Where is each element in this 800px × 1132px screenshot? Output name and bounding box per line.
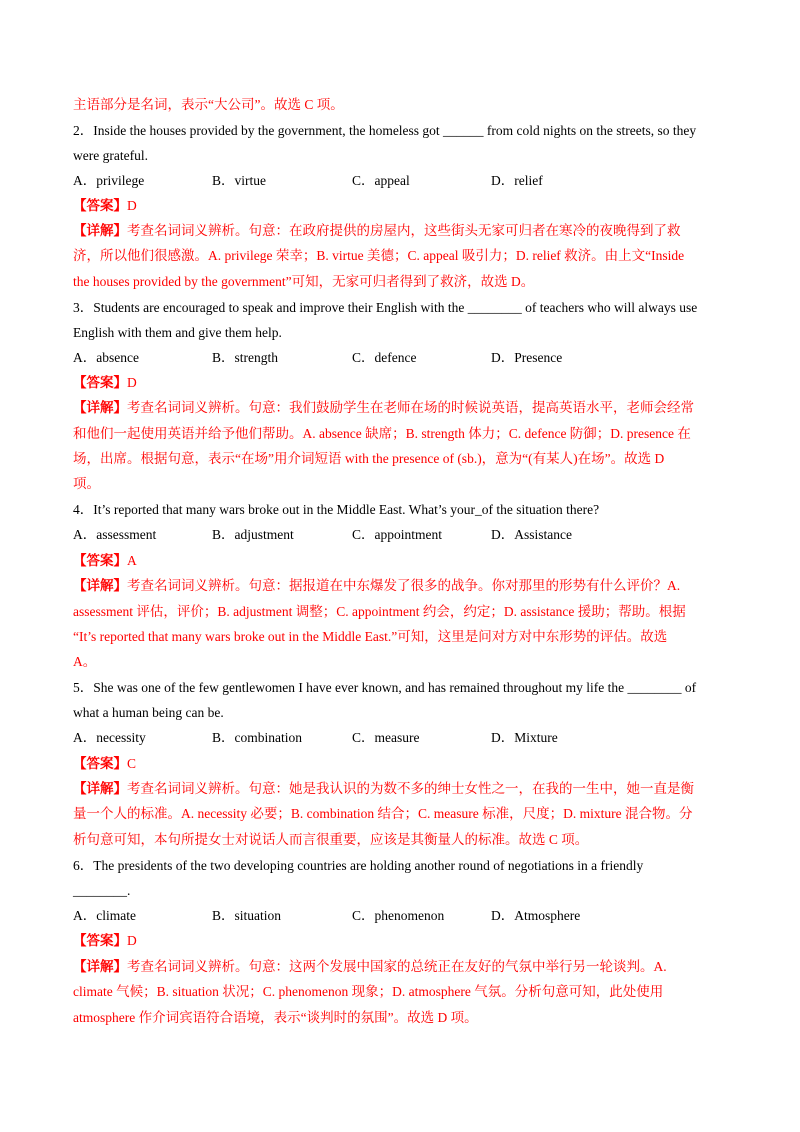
question-5-options: [73, 728, 733, 748]
question-5-stem-line-1: 5．She was one of the few gentlewomen I have ever known, and has remained throughout my life the ________ of: [73, 680, 697, 695]
question-6-answer: [73, 931, 733, 951]
question-6-options: [73, 906, 733, 926]
question-4-detail-line-1: [73, 576, 733, 596]
question-2-detail-line-1: [73, 221, 733, 241]
option-d: D．relief: [491, 173, 543, 188]
option-a: A．necessity: [73, 730, 146, 745]
question-2-detail-line-2: 济，所以他们很感激。A. privilege 荣幸；B. virtue 美德；C. appeal 吸引力；D. relief 救济。由上文“Inside: [73, 248, 685, 263]
option-a: A．climate: [73, 908, 136, 923]
answer-label: 【答案】: [73, 198, 127, 213]
question-3-detail-line-3: 场，出席。根据句意，表示“在场”用介词短语 with the presence of (sb.)，意为“(有某人)在场”。故选 D: [73, 451, 665, 466]
question-4-detail-line-4: A。: [73, 654, 97, 669]
question-4-stem-line-1: 4．It’s reported that many wars broke out in the Middle East. What’s your_of the situation there?: [73, 502, 600, 517]
option-a: A．absence: [73, 350, 139, 365]
question-5-detail-line-2: 量一个人的标准。A. necessity 必要；B. combination 结合；C. measure 标准，尺度；D. mixture 混合物。分: [73, 806, 693, 821]
answer-value: A: [127, 553, 137, 568]
question-5-answer: [73, 754, 733, 774]
option-d: D．Mixture: [491, 730, 558, 745]
answer-label: 【答案】: [73, 933, 127, 948]
answer-value: D: [127, 198, 137, 213]
question-6-detail-line-3: atmosphere 作介词宾语符合语境，表示“谈判时的氛围”。故选 D 项。: [73, 1010, 478, 1025]
question-2-answer: [73, 196, 733, 216]
detail-text: 考查名词词义辨析。句意：据报道在中东爆发了很多的战争。你对那里的形势有什么评价？A.: [127, 578, 681, 593]
question-2-stem-line-2: were grateful.: [73, 148, 148, 163]
answer-value: D: [127, 375, 137, 390]
question-3-detail-line-1: [73, 398, 733, 418]
answer-label: 【答案】: [73, 756, 127, 771]
question-3-answer: [73, 373, 733, 393]
detail-label: 【详解】: [73, 578, 127, 593]
detail-label: 【详解】: [73, 959, 127, 974]
option-b: B．adjustment: [212, 527, 294, 542]
option-d: D．Presence: [491, 350, 563, 365]
answer-label: 【答案】: [73, 375, 127, 390]
question-2-stem-line-1: 2．Inside the houses provided by the government, the homeless got ______ from cold nights on the streets, so they: [73, 123, 697, 138]
question-2-detail-line-3: the houses provided by the government”可知，无家可归者得到了救济，故选 D。: [73, 274, 535, 289]
answer-label: 【答案】: [73, 553, 127, 568]
question-2-options: [73, 171, 733, 191]
question-5-detail-line-1: [73, 779, 733, 799]
detail-label: 【详解】: [73, 400, 127, 415]
option-a: A．privilege: [73, 173, 145, 188]
detail-label: 【详解】: [73, 223, 127, 238]
question-6-stem-line-1: 6．The presidents of the two developing countries are holding another round of negotiations in a friendly: [73, 858, 644, 873]
option-b: B．combination: [212, 730, 302, 745]
answer-value: C: [127, 756, 137, 771]
question-4-options: [73, 525, 733, 545]
option-c: C．appointment: [352, 527, 442, 542]
option-b: B．situation: [212, 908, 282, 923]
question-6-detail-line-1: [73, 957, 733, 977]
option-a: A．assessment: [73, 527, 157, 542]
question-3-stem-line-1: 3．Students are encouraged to speak and improve their English with the ________ of teachers who will always use: [73, 300, 698, 315]
question-3-options: [73, 348, 733, 368]
option-c: C．measure: [352, 730, 420, 745]
detail-text: 考查名词词义辨析。句意：在政府提供的房屋内，这些街头无家可归者在寒冷的夜晚得到了救: [127, 223, 681, 238]
question-5-stem-line-2: what a human being can be.: [73, 705, 224, 720]
question-6-stem-line-2: ________.: [73, 883, 131, 898]
question-4-detail-line-2: assessment 评估，评价；B. adjustment 调整；C. appointment 约会，约定；D. assistance 援助；帮助。根据: [73, 604, 686, 619]
question-3-stem-line-2: English with them and give them help.: [73, 325, 282, 340]
option-b: B．virtue: [212, 173, 266, 188]
option-c: C．phenomenon: [352, 908, 445, 923]
detail-text: 考查名词词义辨析。句意：这两个发展中国家的总统正在友好的气氛中举行另一轮谈判。A.: [127, 959, 667, 974]
option-c: C．defence: [352, 350, 417, 365]
question-3-detail-line-2: 和他们一起使用英语并给予他们帮助。A. absence 缺席；B. strength 体力；C. defence 防御；D. presence 在: [73, 426, 691, 441]
question-6-detail-line-2: climate 气候；B. situation 状况；C. phenomenon 现象；D. atmosphere 气氛。分析句意可知，此处使用: [73, 984, 664, 999]
option-b: B．strength: [212, 350, 278, 365]
detail-label: 【详解】: [73, 781, 127, 796]
answer-value: D: [127, 933, 137, 948]
question-4-answer: [73, 551, 733, 571]
detail-text: 考查名词词义辨析。句意：我们鼓励学生在老师在场的时候说英语，提高英语水平，老师会经常: [127, 400, 694, 415]
intro-explanation: 主语部分是名词，表示“大公司”。故选 C 项。: [73, 97, 344, 112]
option-c: C．appeal: [352, 173, 410, 188]
option-d: D．Assistance: [491, 527, 572, 542]
question-3-detail-line-4: 项。: [73, 476, 100, 491]
detail-text: 考查名词词义辨析。句意：她是我认识的为数不多的绅士女性之一，在我的一生中，她一直是衡: [127, 781, 694, 796]
question-4-detail-line-3: “It’s reported that many wars broke out in the Middle East.”可知，这里是问对方对中东形势的评估。故选: [73, 629, 668, 644]
option-d: D．Atmosphere: [491, 908, 581, 923]
question-5-detail-line-3: 析句意可知，本句所提女士对说话人而言很重要，应该是其衡量人的标准。故选 C 项。: [73, 832, 589, 847]
